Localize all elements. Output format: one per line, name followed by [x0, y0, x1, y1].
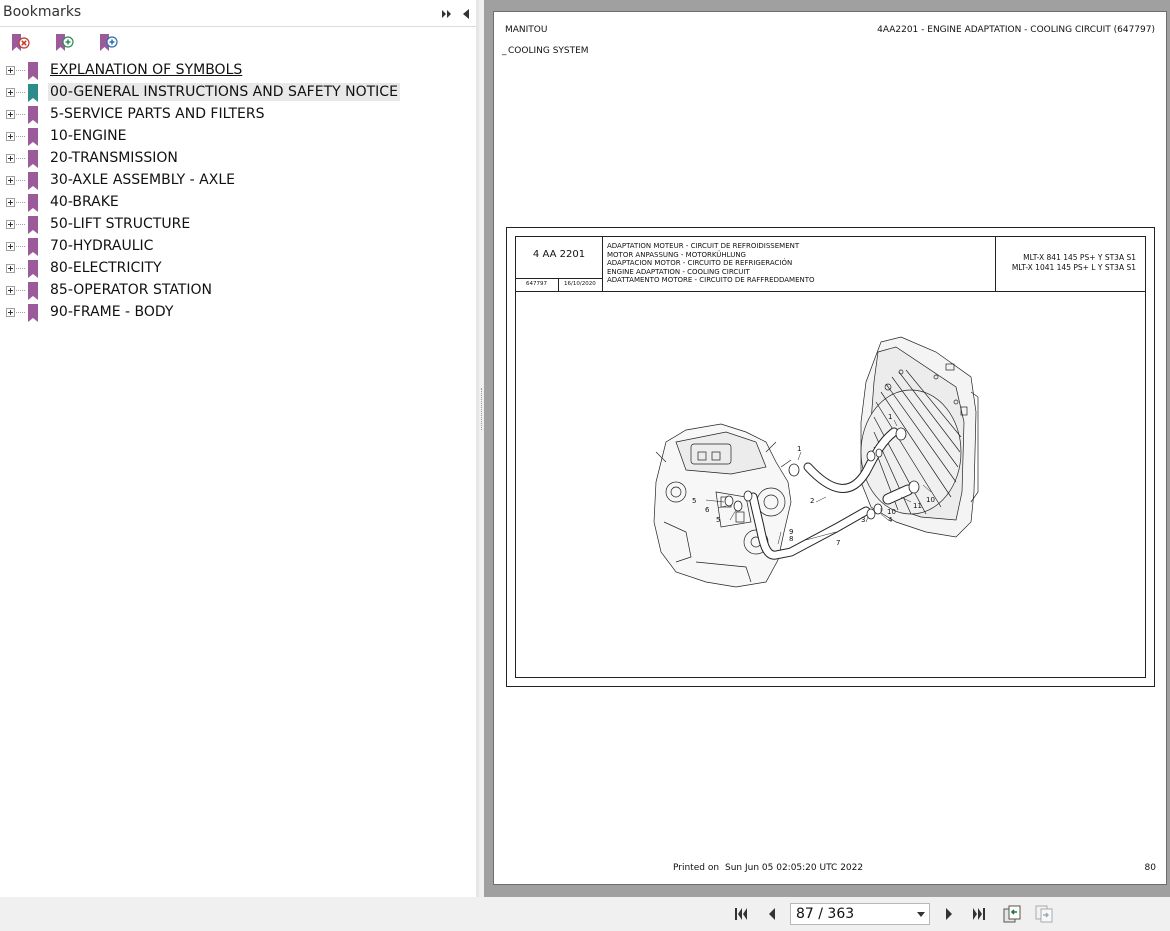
bookmarks-header	[0, 0, 476, 27]
bookmark-item-electricity[interactable]	[0, 258, 470, 280]
bookmark-label[interactable]: 20-TRANSMISSION	[50, 150, 178, 166]
bookmark-icon	[26, 83, 40, 103]
bookmark-label[interactable]: EXPLANATION OF SYMBOLS	[50, 62, 243, 78]
bookmark-label[interactable]: 40-BRAKE	[50, 194, 119, 210]
description-de: MOTOR ANPASSUNG - MOTORKÜHLUNG	[607, 251, 746, 259]
page-section: COOLING SYSTEM	[508, 46, 589, 56]
bookmark-label[interactable]: 50-LIFT STRUCTURE	[50, 216, 191, 232]
model-line-2: MLT-X 1041 145 PS+ L Y ST3A S1	[1011, 263, 1136, 272]
bookmark-icon	[26, 215, 40, 235]
expand-icon[interactable]	[6, 110, 15, 119]
expand-all-icon[interactable]	[441, 6, 453, 20]
callout-2: 2	[810, 497, 815, 505]
bookmark-label[interactable]: 70-HYDRAULIC	[50, 238, 154, 254]
panel-splitter[interactable]	[476, 0, 479, 897]
bookmark-icon	[26, 237, 40, 257]
page-header-title: 4AA2201 - ENGINE ADAPTATION - COOLING CIRCUIT (647797)	[877, 25, 1155, 35]
expand-icon[interactable]	[6, 286, 15, 295]
bookmark-item-general-instructions[interactable]	[0, 82, 470, 104]
bookmark-item-axle-assembly[interactable]	[0, 170, 470, 192]
drawing-code: 4 AA 2201	[532, 249, 586, 260]
add-bookmark-child-icon[interactable]	[97, 32, 119, 54]
add-bookmark-icon[interactable]	[53, 32, 75, 54]
previous-page-icon[interactable]	[763, 905, 781, 923]
first-page-icon[interactable]	[732, 905, 750, 923]
expand-icon[interactable]	[6, 154, 15, 163]
drawing-descriptions	[603, 237, 995, 291]
expand-icon[interactable]	[6, 66, 15, 75]
next-page-icon[interactable]	[940, 905, 958, 923]
bookmark-label[interactable]: 80-ELECTRICITY	[50, 260, 162, 276]
expand-icon[interactable]	[6, 220, 15, 229]
drawing-ref: 647797	[526, 281, 547, 287]
bookmark-item-operator-station[interactable]	[0, 280, 470, 302]
bookmark-icon	[26, 281, 40, 301]
clamp	[734, 501, 742, 511]
drawing-ref-row	[516, 278, 602, 292]
drawing-date: 16/10/2020	[564, 281, 596, 287]
title-block	[516, 237, 1145, 292]
clamp	[867, 451, 875, 461]
page-indicator: 87 / 363	[796, 906, 855, 922]
clamp	[789, 464, 799, 476]
bookmark-label[interactable]: 90-FRAME - BODY	[50, 304, 174, 320]
expand-icon[interactable]	[6, 88, 15, 97]
bookmarks-title: Bookmarks	[3, 4, 82, 20]
drawing-frame	[506, 227, 1155, 687]
callout-11: 11	[913, 502, 922, 510]
remove-bookmark-icon[interactable]	[9, 32, 31, 54]
description-fr: ADAPTATION MOTEUR - CIRCUIT DE REFROIDISSEMENT	[607, 242, 800, 250]
go-forward-icon[interactable]	[1033, 903, 1055, 925]
model-cell	[995, 237, 1146, 291]
expand-icon[interactable]	[6, 308, 15, 317]
callout-5b: 5	[716, 516, 721, 524]
bookmark-item-hydraulic[interactable]	[0, 236, 470, 258]
collapse-panel-icon[interactable]	[460, 6, 472, 20]
printed-label: Printed on	[673, 863, 720, 873]
description-en: ENGINE ADAPTATION - COOLING CIRCUIT	[607, 268, 750, 276]
drawing-inner-frame	[515, 236, 1146, 678]
callout-5: 5	[692, 497, 697, 505]
clamp	[896, 428, 906, 440]
bookmark-icon	[26, 259, 40, 279]
page-brand: MANITOU	[505, 25, 548, 35]
bookmark-icon	[26, 127, 40, 147]
go-back-icon[interactable]	[1001, 903, 1023, 925]
bookmark-icon	[26, 171, 40, 191]
bookmark-label[interactable]: 00-GENERAL INSTRUCTIONS AND SAFETY NOTICE	[50, 84, 398, 100]
page-navigation-bar	[0, 897, 1170, 931]
bookmark-icon	[26, 149, 40, 169]
clamp	[744, 491, 752, 501]
clamp	[909, 481, 919, 493]
bookmark-item-transmission[interactable]	[0, 148, 470, 170]
section-mark: _	[502, 46, 507, 56]
bookmark-item-lift-structure[interactable]	[0, 214, 470, 236]
expand-icon[interactable]	[6, 176, 15, 185]
engine-illustration	[654, 424, 794, 587]
bookmark-item-brake[interactable]	[0, 192, 470, 214]
page-number: 80	[1144, 863, 1156, 873]
bookmark-item-engine[interactable]	[0, 126, 470, 148]
bookmark-item-frame-body[interactable]	[0, 302, 470, 324]
description-es: ADAPTACION MOTOR - CIRCUITO DE REFRIGERACIÓN	[607, 259, 793, 267]
bookmark-label[interactable]: 85-OPERATOR STATION	[50, 282, 212, 298]
bookmarks-panel	[0, 0, 476, 897]
drawing-code-cell	[516, 237, 603, 291]
last-page-icon[interactable]	[970, 905, 988, 923]
chevron-down-icon[interactable]	[917, 912, 925, 917]
callout-8: 8	[789, 535, 794, 543]
callout-10b: 10	[887, 508, 896, 516]
callout-1: 1	[797, 445, 802, 453]
clamp	[725, 496, 733, 506]
callout-1b: 1	[888, 413, 893, 421]
expand-icon[interactable]	[6, 198, 15, 207]
expand-icon[interactable]	[6, 242, 15, 251]
bookmark-label[interactable]: 10-ENGINE	[50, 128, 127, 144]
expand-icon[interactable]	[6, 264, 15, 273]
callout-3: 3	[861, 516, 866, 524]
bookmark-icon	[26, 105, 40, 125]
cooling-circuit-diagram	[516, 292, 1145, 677]
callout-10: 10	[926, 496, 935, 504]
description-it: ADATTAMENTO MOTORE - CIRCUITO DE RAFFREDDAMENTO	[607, 276, 815, 284]
callout-4: 4	[888, 516, 893, 524]
bookmark-item-explanation-of-symbols[interactable]	[0, 60, 470, 82]
expand-icon[interactable]	[6, 132, 15, 141]
bookmark-label[interactable]: 30-AXLE ASSEMBLY - AXLE	[50, 172, 235, 188]
model-line-1: MLT-X 841 145 PS+ Y ST3A S1	[1023, 253, 1136, 262]
callout-9: 9	[789, 528, 794, 536]
page-number-select[interactable]	[790, 903, 930, 925]
clamp	[876, 449, 882, 457]
callout-6: 6	[705, 506, 710, 514]
bookmark-label[interactable]: 5-SERVICE PARTS AND FILTERS	[50, 106, 265, 122]
printed-date: Sun Jun 05 02:05:20 UTC 2022	[725, 863, 864, 873]
bookmark-item-service-parts[interactable]	[0, 104, 470, 126]
document-page	[493, 11, 1167, 885]
bookmark-icon	[26, 303, 40, 323]
callout-7: 7	[836, 539, 841, 547]
bookmark-icon	[26, 193, 40, 213]
bookmark-icon	[26, 61, 40, 81]
